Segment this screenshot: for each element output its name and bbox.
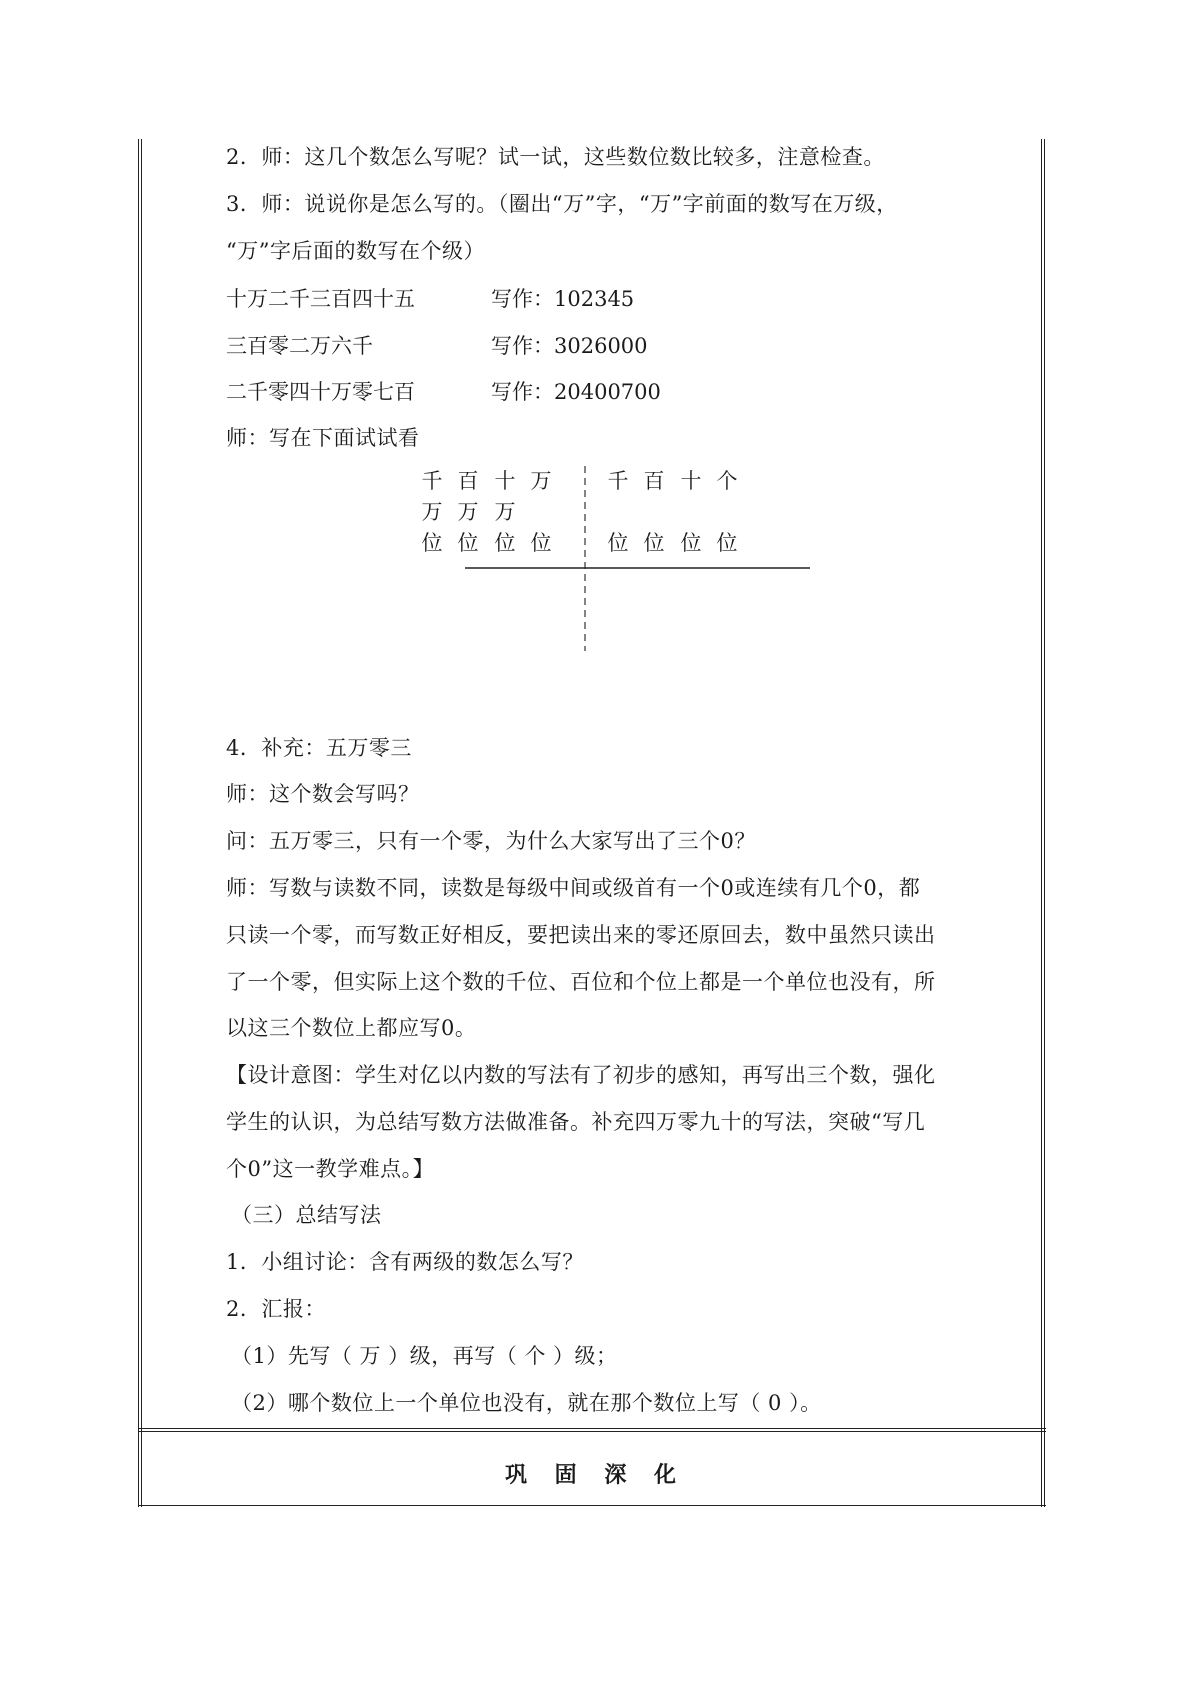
design-intent-line: 个0”这一教学难点。】	[226, 1157, 435, 1181]
place-label: 位	[530, 531, 552, 555]
design-intent-line: 【设计意图：学生对亿以内数的写法有了初步的感知，再写出三个数，强化	[226, 1063, 936, 1087]
example-words: 十万二千三百四十五	[226, 287, 415, 311]
example-written: 写作：20400700	[491, 380, 661, 404]
place-label: 个	[716, 469, 738, 493]
discussion-line: 1．小组讨论：含有两级的数怎么写？	[226, 1250, 584, 1274]
example-words: 三百零二万六千	[226, 334, 373, 358]
place-label: 百	[457, 469, 479, 493]
step-3-line: 3．师：说说你是怎么写的。（圈出“万”字，“万”字前面的数写在万级，	[226, 192, 898, 216]
section-title: 巩 固 深 化	[505, 1463, 686, 1488]
place-label: 位	[643, 531, 665, 555]
design-intent-line: 学生的认识，为总结写数方法做准备。补充四万零九十的写法，突破“写几	[226, 1110, 926, 1134]
place-label: 位	[457, 531, 479, 555]
explanation-line: 师：写数与读数不同，读数是每级中间或级首有一个0或连续有几个0，都	[226, 876, 921, 900]
place-label: 百	[643, 469, 665, 493]
place-label: 位	[680, 531, 702, 555]
teacher-question: 师：这个数会写吗？	[226, 782, 420, 806]
place-label: 万	[421, 500, 443, 524]
explanation-line: 了一个零，但实际上这个数的千位、百位和个位上都是一个单位也没有，所	[226, 970, 936, 994]
place-label: 位	[607, 531, 629, 555]
place-label: 万	[494, 500, 516, 524]
explanation-line: 只读一个零，而写数正好相反，要把读出来的零还原回去，数中虽然只读出	[226, 923, 936, 947]
step-3-continuation: “万”字后面的数写在个级）	[226, 239, 485, 263]
example-written: 写作：3026000	[491, 334, 648, 358]
place-label: 位	[716, 531, 738, 555]
place-label: 十	[494, 469, 516, 493]
explanation-line: 以这三个数位上都应写0。	[226, 1016, 477, 1040]
example-words: 二千零四十万零七百	[226, 380, 415, 404]
step-2-line: 2．师：这几个数怎么写呢？试一试，这些数位数比较多，注意检查。	[226, 145, 885, 169]
place-label: 位	[494, 531, 516, 555]
place-label: 万	[530, 469, 552, 493]
rule-line: （2）哪个数位上一个单位也没有，就在那个数位上写（ 0 ）。	[231, 1391, 822, 1415]
prompt-line: 师：写在下面试试看	[226, 426, 420, 450]
question-line: 问：五万零三，只有一个零，为什么大家写出了三个0？	[226, 829, 756, 853]
example-written: 写作：102345	[491, 287, 635, 311]
rule-line: （1）先写（ 万 ）级，再写（ 个 ）级；	[231, 1344, 618, 1368]
place-label: 十	[680, 469, 702, 493]
place-label: 万	[457, 500, 479, 524]
place-label: 千	[607, 469, 629, 493]
place-label: 位	[421, 531, 443, 555]
place-label: 千	[421, 469, 443, 493]
subsection-heading: （三）总结写法	[231, 1203, 382, 1227]
report-line: 2．汇报：	[226, 1297, 326, 1321]
supplement-line: 4．补充：五万零三	[226, 736, 412, 760]
